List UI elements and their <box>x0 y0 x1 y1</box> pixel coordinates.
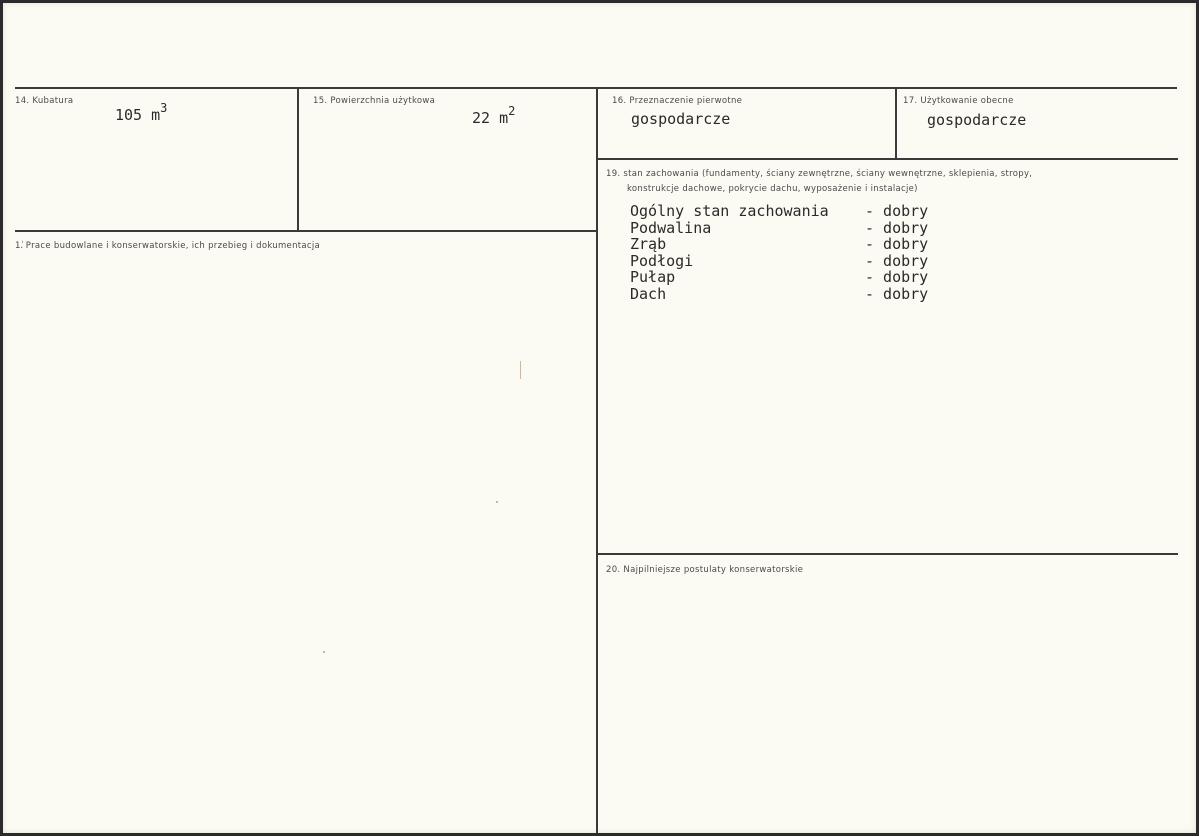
field-14-number: 105 m <box>115 106 161 124</box>
condition-state: - dobry <box>865 218 929 237</box>
condition-row <box>630 220 928 237</box>
field-17-value: gospodarcze <box>927 111 1027 129</box>
condition-row <box>630 286 928 303</box>
condition-row <box>630 236 928 253</box>
inventory-card <box>3 3 1196 833</box>
condition-state: - dobry <box>865 235 929 253</box>
paper-speck-mark <box>323 651 325 653</box>
condition-state: - dobry <box>865 202 929 220</box>
condition-row <box>630 253 928 270</box>
condition-state: - dobry <box>865 284 929 303</box>
condition-state: - dobry <box>865 268 929 286</box>
condition-element: Dach <box>630 284 667 303</box>
field-17-label: 17. Użytkowanie obecne <box>903 96 1014 106</box>
condition-row <box>630 203 928 220</box>
field-20-label: 20. Najpilniejsze postulaty konserwatorskie <box>606 565 804 575</box>
field-19-label-line-1: 19. stan zachowania (fundamenty, ściany zewnętrzne, ściany wewnętrzne, sklepienia, stropy, <box>606 169 1033 179</box>
field-16-value: gospodarcze <box>631 110 731 128</box>
field-18-label: 1ٰ. Prace budowlane i konserwatorskie, ich przebieg i dokumentacja <box>15 241 321 251</box>
rule-below-14-15 <box>15 230 598 232</box>
field-16-label: 16. Przeznaczenie pierwotne <box>612 96 743 106</box>
field-15-unit-exponent: 2 <box>508 104 516 118</box>
condition-element: Zrąb <box>630 235 667 253</box>
divider-16-17 <box>895 88 897 159</box>
field-19-label-line-2: konstrukcje dachowe, pokrycie dachu, wyposażenie i instalacje) <box>627 184 918 194</box>
paper-speck-mark <box>496 501 498 503</box>
rule-below-16-17 <box>598 158 1178 160</box>
rule-above-20 <box>598 553 1178 555</box>
condition-element: Podwalina <box>630 218 712 237</box>
divider-14-15 <box>297 88 299 231</box>
center-divider <box>596 88 598 833</box>
condition-state: - dobry <box>865 251 929 270</box>
condition-element: Pułap <box>630 268 676 286</box>
condition-row <box>630 269 928 286</box>
field-15-number: 22 m <box>472 109 509 127</box>
condition-table <box>630 203 928 302</box>
field-15-label: 15. Powierzchnia użytkowa <box>313 96 436 106</box>
field-15-value <box>472 104 516 127</box>
field-14-label: 14. Kubatura <box>15 96 74 106</box>
field-14-value <box>115 101 168 124</box>
paper-scratch-mark <box>520 361 521 379</box>
field-14-unit-exponent: 3 <box>160 101 168 115</box>
condition-element: Podłogi <box>630 251 694 270</box>
condition-element: Ogólny stan zachowania <box>630 202 829 220</box>
